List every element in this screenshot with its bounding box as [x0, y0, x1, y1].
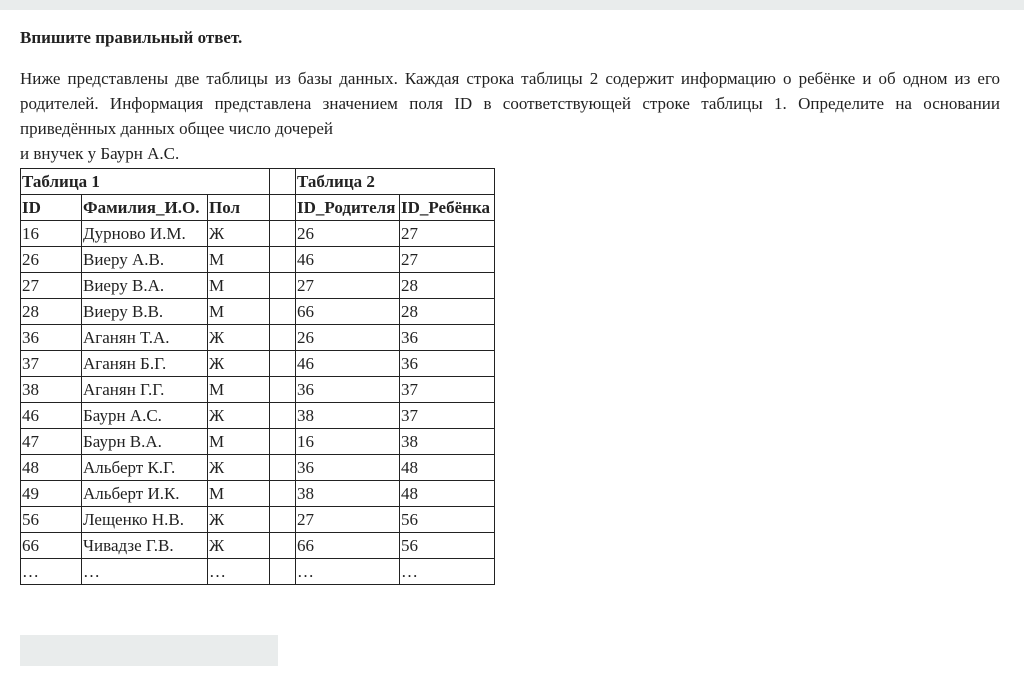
table-row: [21, 325, 495, 351]
table-row: [21, 559, 495, 585]
cell-name: Баурн В.А.: [82, 429, 208, 455]
cell-id: 56: [21, 507, 82, 533]
table-row: [21, 429, 495, 455]
table-row: [21, 221, 495, 247]
cell-parent-id: 36: [296, 377, 400, 403]
cell-name: Дурново И.М.: [82, 221, 208, 247]
cell-sex: Ж: [208, 507, 270, 533]
table-gap-cell: [270, 221, 296, 247]
task-question-tail: и внучек у Баурн А.С.: [20, 144, 180, 163]
cell-id: 36: [21, 325, 82, 351]
cell-id: 66: [21, 533, 82, 559]
cell-child-id: 38: [400, 429, 495, 455]
cell-sex: М: [208, 247, 270, 273]
cell-sex: М: [208, 377, 270, 403]
cell-sex: …: [208, 559, 270, 585]
cell-id: 37: [21, 351, 82, 377]
task-instruction: Впишите правильный ответ.: [20, 28, 243, 47]
cell-parent-id: 26: [296, 325, 400, 351]
cell-child-id: 28: [400, 273, 495, 299]
cell-name: Виеру В.В.: [82, 299, 208, 325]
cell-sex: М: [208, 429, 270, 455]
cell-child-id: 28: [400, 299, 495, 325]
cell-parent-id: 46: [296, 351, 400, 377]
table-gap-cell: [270, 481, 296, 507]
cell-parent-id: 26: [296, 221, 400, 247]
cell-parent-id: 27: [296, 507, 400, 533]
cell-id: 28: [21, 299, 82, 325]
cell-child-id: 48: [400, 481, 495, 507]
cell-parent-id: 36: [296, 455, 400, 481]
cell-name: Виеру А.В.: [82, 247, 208, 273]
cell-parent-id: 38: [296, 403, 400, 429]
table-gap-cell: [270, 273, 296, 299]
table-gap-cell: [270, 507, 296, 533]
cell-child-id: 27: [400, 221, 495, 247]
header-id: ID: [21, 195, 82, 221]
cell-parent-id: 66: [296, 533, 400, 559]
top-bar: [0, 0, 1024, 10]
cell-name: Альберт К.Г.: [82, 455, 208, 481]
table-gap-cell: [270, 299, 296, 325]
cell-parent-id: 66: [296, 299, 400, 325]
table-row: [21, 507, 495, 533]
table2-title: Таблица 2: [296, 169, 495, 195]
cell-child-id: …: [400, 559, 495, 585]
cell-id: 46: [21, 403, 82, 429]
cell-name: Баурн А.С.: [82, 403, 208, 429]
table-gap-cell: [270, 403, 296, 429]
cell-child-id: 56: [400, 507, 495, 533]
table-gap-cell: [270, 247, 296, 273]
cell-child-id: 37: [400, 377, 495, 403]
cell-sex: Ж: [208, 533, 270, 559]
table-row: [21, 247, 495, 273]
cell-child-id: 48: [400, 455, 495, 481]
cell-id: 48: [21, 455, 82, 481]
header-parent-id: ID_Родителя: [296, 195, 400, 221]
cell-name: Лещенко Н.В.: [82, 507, 208, 533]
cell-sex: М: [208, 299, 270, 325]
table-row: [21, 299, 495, 325]
table-gap-cell: [270, 559, 296, 585]
cell-sex: Ж: [208, 351, 270, 377]
cell-id: 38: [21, 377, 82, 403]
header-child-id: ID_Ребёнка: [400, 195, 495, 221]
table-row: [21, 351, 495, 377]
table-gap-cell: [270, 429, 296, 455]
cell-parent-id: 38: [296, 481, 400, 507]
cell-child-id: 56: [400, 533, 495, 559]
table-gap-cell: [270, 377, 296, 403]
table-row: [21, 481, 495, 507]
cell-id: …: [21, 559, 82, 585]
table-row: [21, 403, 495, 429]
table-row: [21, 455, 495, 481]
cell-sex: М: [208, 481, 270, 507]
cell-id: 47: [21, 429, 82, 455]
task-question: Ниже представлены две таблицы из базы данных. Каждая строка таблицы 2 содержит информацию о ребёнке и об одном из его родителей. Информация представлена значением поля ID в соответствующей строке таблицы 1. Определите на основании приведённых данных общее число дочерей: [20, 69, 1000, 138]
table-gap-cell: [270, 533, 296, 559]
cell-name: Альберт И.К.: [82, 481, 208, 507]
table-gap-cell: [270, 195, 296, 221]
cell-sex: Ж: [208, 403, 270, 429]
cell-parent-id: 16: [296, 429, 400, 455]
cell-sex: Ж: [208, 221, 270, 247]
cell-parent-id: …: [296, 559, 400, 585]
data-table: [20, 168, 495, 585]
cell-id: 26: [21, 247, 82, 273]
table-gap-cell: [270, 325, 296, 351]
cell-child-id: 36: [400, 351, 495, 377]
cell-name: Аганян Г.Г.: [82, 377, 208, 403]
cell-id: 27: [21, 273, 82, 299]
cell-name: Виеру В.А.: [82, 273, 208, 299]
cell-name: Чивадзе Г.В.: [82, 533, 208, 559]
table-row: [21, 533, 495, 559]
table-gap-cell: [270, 351, 296, 377]
cell-parent-id: 27: [296, 273, 400, 299]
cell-sex: Ж: [208, 455, 270, 481]
table-row: [21, 273, 495, 299]
cell-child-id: 27: [400, 247, 495, 273]
table-title-row: [21, 169, 495, 195]
header-name: Фамилия_И.О.: [82, 195, 208, 221]
cell-id: 49: [21, 481, 82, 507]
cell-child-id: 37: [400, 403, 495, 429]
cell-child-id: 36: [400, 325, 495, 351]
table-gap-cell: [270, 169, 296, 195]
cell-parent-id: 46: [296, 247, 400, 273]
cell-id: 16: [21, 221, 82, 247]
cell-name: Аганян Т.А.: [82, 325, 208, 351]
table-header-row: [21, 195, 495, 221]
table-row: [21, 377, 495, 403]
answer-input[interactable]: [20, 635, 278, 666]
cell-name: …: [82, 559, 208, 585]
header-sex: Пол: [208, 195, 270, 221]
cell-sex: М: [208, 273, 270, 299]
task-content: [20, 26, 1000, 585]
cell-name: Аганян Б.Г.: [82, 351, 208, 377]
table1-title: Таблица 1: [21, 169, 270, 195]
cell-sex: Ж: [208, 325, 270, 351]
table-gap-cell: [270, 455, 296, 481]
